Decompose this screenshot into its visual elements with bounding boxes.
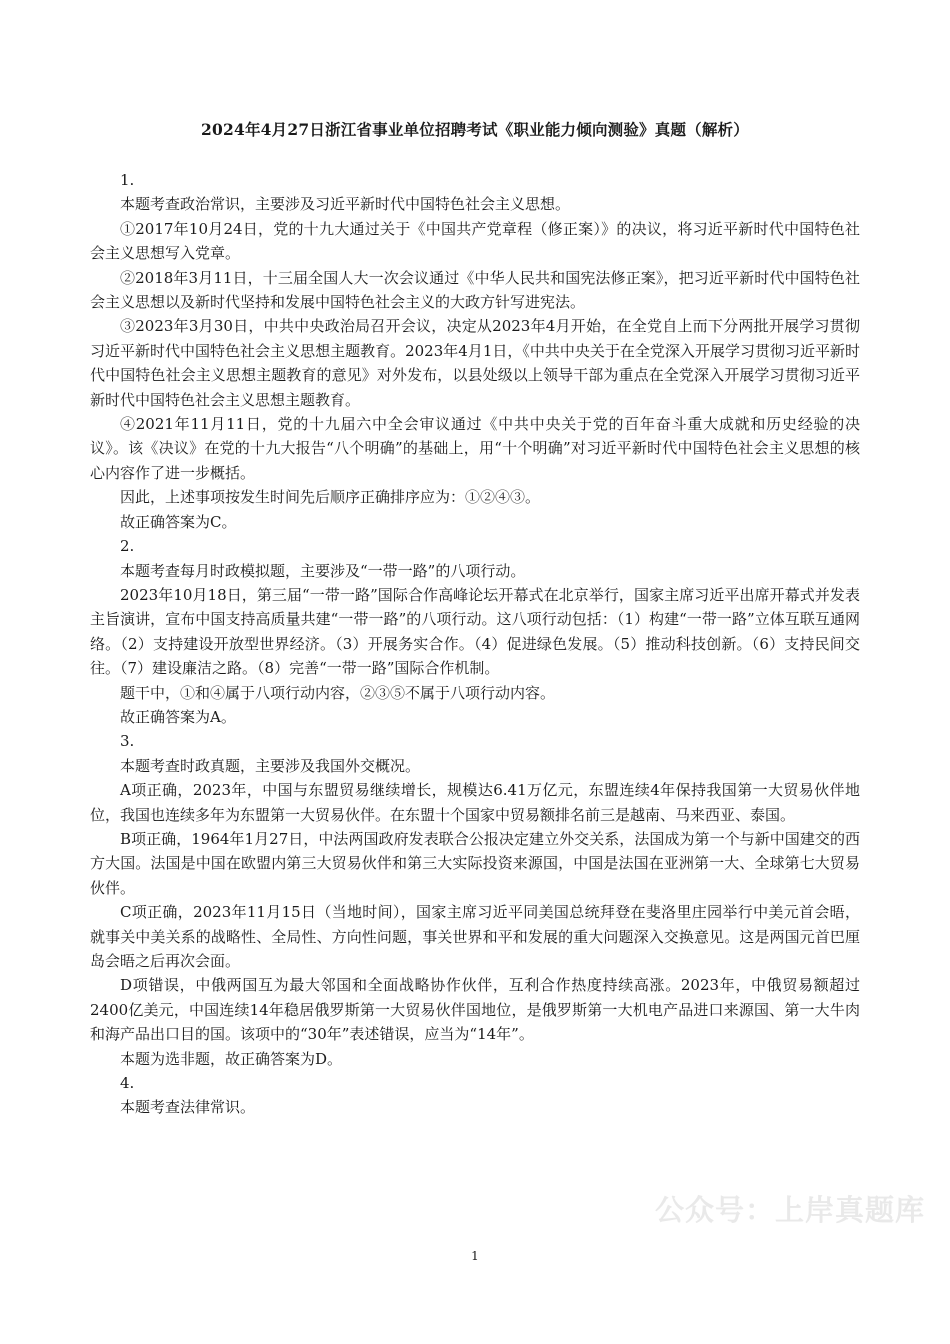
paragraph: 本题考查时政真题，主要涉及我国外交概况。 — [120, 756, 421, 775]
paragraph: A项正确，2023年，中国与东盟贸易继续增长，规模达6.41万亿元，东盟连续4年保持我国第一大贸易伙伴地位，我国也连续多年为东盟第一大贸易伙伴。在东盟十个国家中贸易额排名前三是越南、马来西亚、泰国。 — [90, 781, 860, 824]
page-number: 1 — [471, 1249, 479, 1263]
answer-line: 本题为选非题，故正确答案为D。 — [120, 1049, 343, 1068]
paragraph: 因此，上述事项按发生时间先后顺序正确排序应为：①②④③。 — [120, 488, 541, 507]
paragraph: ①2017年10月24日，党的十九大通过关于《中国共产党章程（修正案）》的决议，将习近平新时代中国特色社会主义思想写入党章。 — [90, 219, 860, 263]
paragraph: 本题考查每月时政模拟题，主要涉及“一带一路”的八项行动。 — [120, 561, 526, 580]
paragraph: 2023年10月18日，第三届“一带一路”国际合作高峰论坛开幕式在北京举行，国家主席习近平出席开幕式并发表主旨演讲，宣布中国支持高质量共建“一带一路”的八项行动。这八项行动包括：（1）构建“一带一路”立体互联互通网络。（2）支持建设开放型世界经济。（3）开展务实合作。（4）促进绿色发展。（5）推动科技创新。（6）支持民间交往。（7）建设廉洁之路。（8）完善“一带一路”国际合作机制。 — [90, 585, 860, 678]
paragraph: 本题考查政治常识，主要涉及习近平新时代中国特色社会主义思想。 — [120, 195, 571, 214]
paragraph: 题干中，①和④属于八项行动内容，②③⑤不属于八项行动内容。 — [120, 683, 556, 702]
paragraph: ②2018年3月11日，十三届全国人大一次会议通过《中华人民共和国宪法修正案》，把习近平新时代中国特色社会主义思想以及新时代坚持和发展中国特色社会主义的大政方针写进宪法。 — [90, 268, 860, 312]
document-title: 2024年4月27日浙江省事业单位招聘考试《职业能力倾向测验》真题（解析） — [201, 120, 749, 139]
paragraph: D项错误，中俄两国互为最大邻国和全面战略协作伙伴，互利合作热度持续高涨。2023年，中俄贸易额超过2400亿美元，中国连续14年稳居俄罗斯第一大贸易伙伴国地位，是俄罗斯第一大机电产品进口来源国、第一大牛肉和海产品出口目的国。该项中的“30年”表述错误，应当为“14年”。 — [90, 976, 860, 1044]
paragraph: ④2021年11月11日，党的十九届六中全会审议通过《中共中央关于党的百年奋斗重大成就和历史经验的决议》。该《决议》在党的十九大报告“八个明确”的基础上，用“十个明确”对习近平新时代中国特色社会主义思想的核心内容作了进一步概括。 — [90, 415, 860, 482]
paragraph: 本题考查法律常识。 — [120, 1098, 256, 1117]
paragraph: ③2023年3月30日，中共中央政治局召开会议，决定从2023年4月开始，在全党自上而下分两批开展学习贯彻习近平新时代中国特色社会主义思想主题教育。2023年4月1日，《中共中央关于在全党深入开展学习贯彻习近平新时代中国特色社会主义思想主题教育的意见》对外发布，以县处级以上领导干部为重点在全党深入开展学习贯彻习近平新时代中国特色社会主义思想主题教育。 — [90, 317, 860, 409]
document-body — [90, 168, 860, 1120]
watermark: 公众号：上岸真题库 — [655, 1193, 926, 1227]
question-number: 4. — [120, 1074, 135, 1093]
answer-line: 故正确答案为C。 — [120, 512, 237, 531]
question-number: 2. — [120, 537, 135, 556]
paragraph: B项正确，1964年1月27日，中法两国政府发表联合公报决定建立外交关系，法国成为第一个与新中国建交的西方大国。法国是中国在欧盟内第三大贸易伙伴和第三大实际投资来源国，中国是法国在亚洲第一大、全球第七大贸易伙伴。 — [90, 829, 860, 897]
question-number: 3. — [120, 732, 135, 751]
question-number: 1. — [120, 171, 135, 189]
paragraph: C项正确，2023年11月15日（当地时间），国家主席习近平同美国总统拜登在斐洛里庄园举行中美元首会晤，就事关中美关系的战略性、全局性、方向性问题，事关世界和平和发展的重大问题深入交换意见。这是两国元首巴厘岛会晤之后再次会面。 — [90, 903, 860, 970]
answer-line: 故正确答案为A。 — [120, 707, 236, 726]
